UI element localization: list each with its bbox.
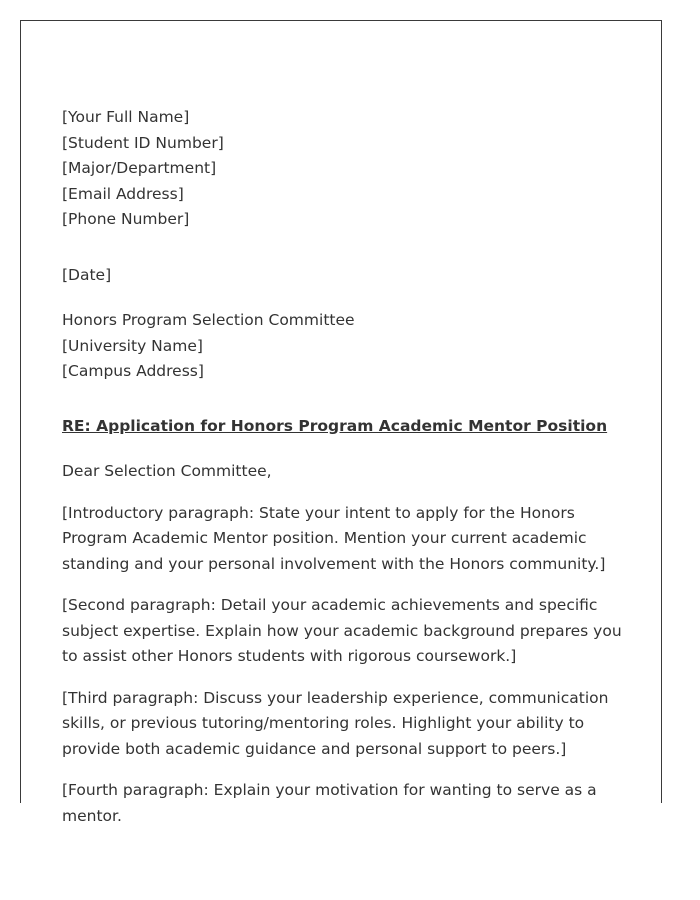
- recipient-committee: Honors Program Selection Committee: [62, 311, 355, 329]
- letter-date-block: [62, 263, 622, 289]
- body-paragraph-intro: [Introductory paragraph: State your intent to apply for the Honors Program Academic Mentor position. Mention your current academic standing and your personal involvement with the Honors community.]: [62, 503, 606, 573]
- body-paragraph-fourth: [Fourth paragraph: Explain your motivation for wanting to serve as a mentor.: [62, 781, 597, 825]
- recipient-info: [62, 308, 622, 385]
- sender-student-id: [Student ID Number]: [62, 133, 224, 152]
- recipient-address: [Campus Address]: [62, 362, 204, 380]
- sender-major: [Major/Department]: [62, 159, 217, 177]
- sender-email: [Email Address]: [62, 184, 184, 203]
- sender-info: [62, 105, 622, 233]
- recipient-university: [University Name]: [62, 336, 203, 355]
- subject-line: RE: Application for Honors Program Academic Mentor Position: [62, 416, 608, 435]
- sender-phone: [Phone Number]: [62, 210, 190, 228]
- letter-page: [20, 20, 662, 825]
- letter-date: [Date]: [62, 265, 112, 284]
- body-paragraph-third: [Third paragraph: Discuss your leadership experience, communication skills, or previous tutoring/mentoring roles. Highlight your ability to provide both academic guidance and personal support to peers.]: [62, 688, 609, 758]
- letter-content: [62, 105, 622, 845]
- body-paragraph-second: [Second paragraph: Detail your academic achievements and specific subject expertise. Explain how your academic background prepares you to assist other Honors students with rigorous coursework.]: [62, 596, 622, 665]
- sender-full-name: [Your Full Name]: [62, 108, 190, 126]
- salutation: Dear Selection Committee,: [62, 462, 272, 480]
